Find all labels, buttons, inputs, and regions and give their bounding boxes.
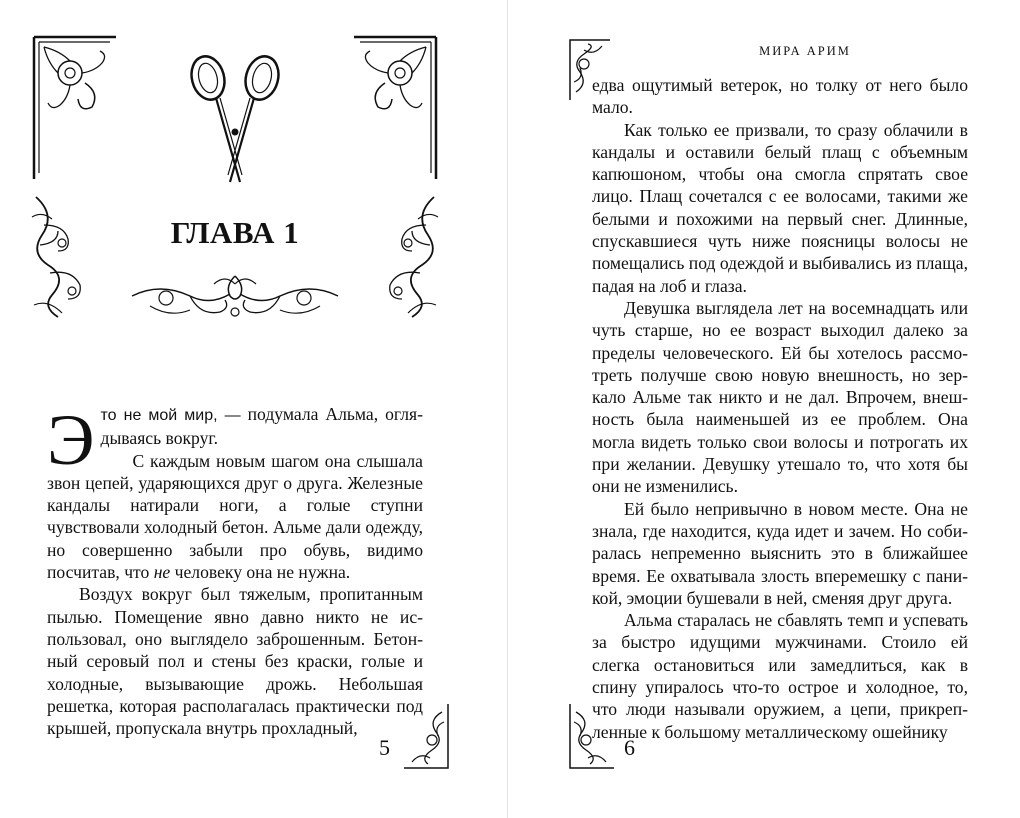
paragraph: Ей было непривычно в новом месте. Она не знала, где находится, куда идет и зачем. Но собиралась непременно выяснить это в ближайшее время. Ее охватывала злость вперемешку с паникой, эмоции бушевали в ней, сменяя друг друга.	[592, 498, 968, 608]
center-flourish-icon	[130, 272, 340, 324]
opening-paragraph	[47, 400, 423, 480]
left-page	[0, 0, 508, 818]
paragraph: Альма старалась не сбавлять темп и успевать за быстро идущими мужчинами. Стоило ей слегка остановиться или замедлиться, как в спину упиралось что-то острое и холодное, то, что люди называли оружием, а цепи, прикрепленные к большому металлическому ошейнику	[592, 610, 968, 742]
paragraph	[47, 450, 423, 584]
corner-frame-top-left-icon	[30, 33, 120, 183]
page-number: 5	[379, 735, 390, 760]
corner-flourish-bottom-right-icon	[402, 702, 452, 772]
running-head: МИРА АРИМ	[759, 44, 851, 58]
paragraph: Девушка выглядела лет на восемнадцать или чуть старше, но ее возраст выходил далеко за пределы человеческого. Ей бы хотелось рассмотреть получше свою новую внешность, но зеркало Альме так никто и не дал. Впрочем, внешность была наименьшей из ее проблем. Она могла видеть только свои волосы и потрогать их при желании. Девушку утешало то, что хотя бы они не изменились.	[592, 297, 968, 497]
chapter-title: ГЛАВА 1	[170, 215, 300, 250]
paragraph: Как только ее призвали, то сразу облачили в кандалы и оставили белый плащ с объемным капюшоном, чтобы она смогла спрятать свое лицо. Плащ сочетался с ее волосами, такими же белыми и похожими на первый снег. Длинные, спускавшиеся чуть ниже поясницы волосы не помещались под одеждой и выбивались из плаща, падая на лоб и глаза.	[592, 119, 968, 296]
dropcap: Э	[47, 400, 95, 480]
side-scroll-right-icon	[380, 195, 442, 320]
corner-frame-top-right-icon	[350, 33, 440, 183]
paragraph-text: С каждым новым шагом она слышала звон цепей, ударяющихся друг о друга. Железные кандалы натирали ноги, а голые ступни чувствовали холодный бетон. Альме дали одежду, но совершенно забыли про обувь, видимо посчитав, что	[47, 450, 423, 583]
paragraph-text: подумала Альма, оглядываясь вокруг.	[100, 404, 423, 449]
paragraph: Воздух вокруг был тяжелым, пропитанным пылью. Помещение явно давно никто не использовал, оно выглядело заброшенным. Бетонный серовый пол и стены без краски, голые и холодные, вызывающие дрожь. Небольшая решетка, которая располагалась практически под крышей, пропускала внутрь прохладный,	[47, 584, 423, 739]
side-scroll-left-icon	[28, 195, 90, 320]
scissors-icon	[180, 50, 290, 185]
right-page-body	[592, 74, 968, 743]
emphasis-text: не	[153, 562, 171, 583]
paragraph: едва ощутимый ветерок, но толку от него было мало.	[592, 75, 968, 118]
paragraph-text: человеку она не нужна.	[170, 562, 351, 583]
corner-flourish-bottom-left-icon	[566, 702, 616, 772]
page-number: 6	[624, 735, 635, 760]
lead-words: то не мой мир, —	[100, 407, 241, 424]
left-page-body	[47, 400, 423, 739]
